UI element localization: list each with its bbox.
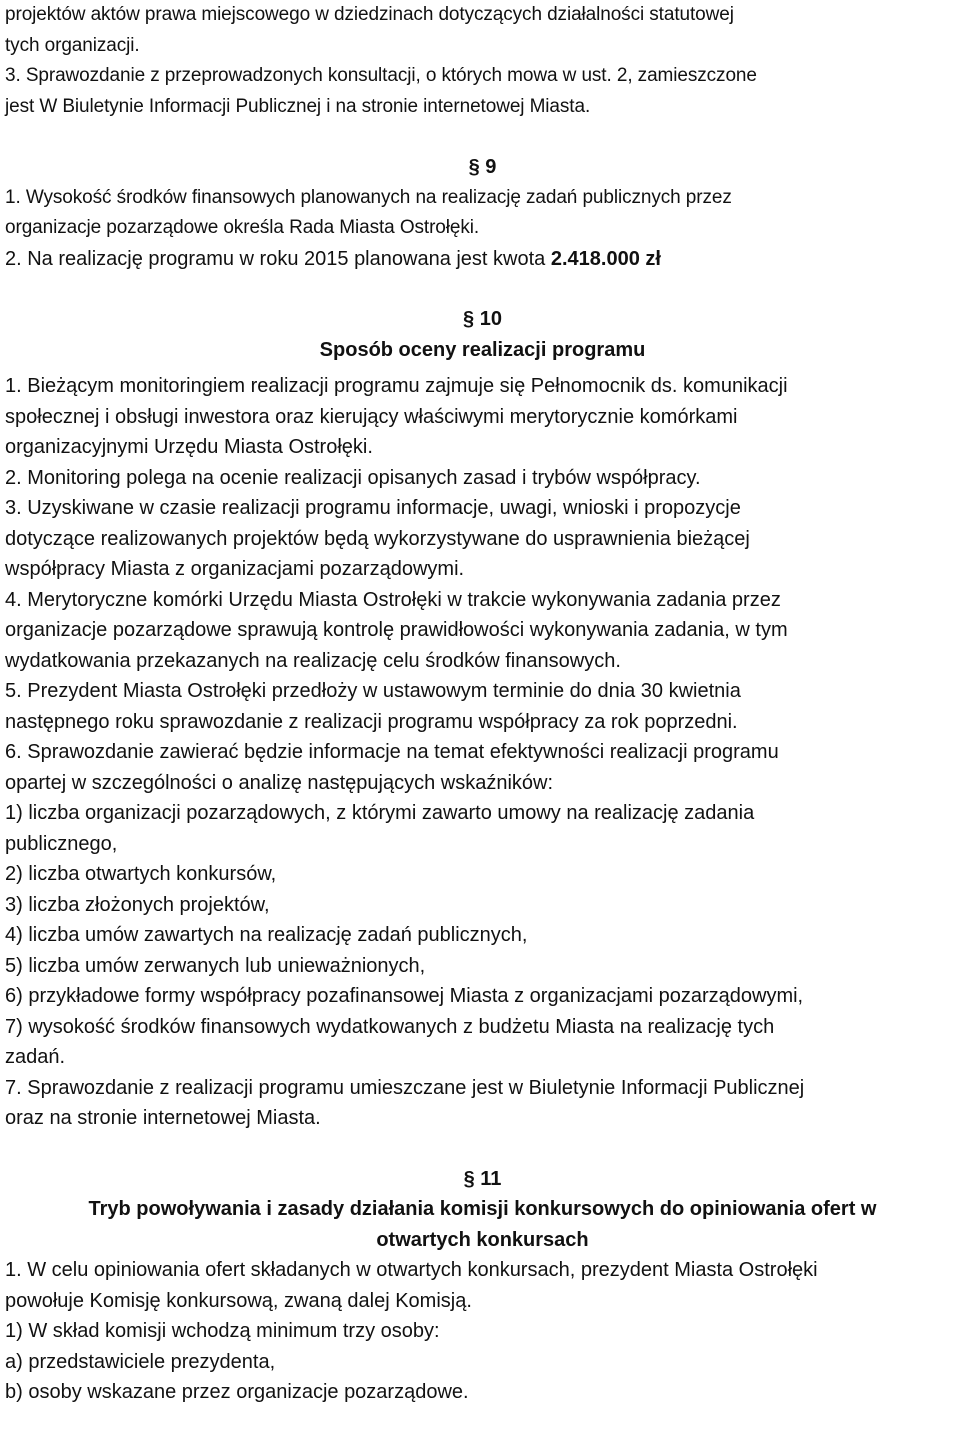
- body-line: organizacje pozarządowe sprawują kontrolę prawidłowości wykonywania zadania, w tym: [5, 619, 788, 641]
- body-line: 5. Prezydent Miasta Ostrołęki przedłoży w ustawowym terminie do dnia 30 kwietnia: [5, 680, 741, 702]
- section-9-line: 1. Wysokość środków finansowych planowanych na realizację zadań publicznych przez: [5, 186, 732, 208]
- section-9-line: organizacje pozarządowe określa Rada Miasta Ostrołęki.: [5, 217, 480, 238]
- amount-prefix: 2. Na realizację programu w roku 2015 planowana jest kwota: [5, 247, 551, 270]
- body-line: 1) W skład komisji wchodzą minimum trzy osoby:: [5, 1320, 440, 1342]
- section-10-heading: § 10: [463, 308, 502, 330]
- body-line: 4) liczba umów zawartych na realizację zadań publicznych,: [5, 924, 528, 946]
- section-11-title: Tryb powoływania i zasady działania komisji konkursowych do opiniowania ofert w: [88, 1198, 877, 1220]
- intro-line: tych organizacji.: [5, 34, 140, 56]
- body-line: 1. W celu opiniowania ofert składanych w otwartych konkursach, prezydent Miasta Ostrołęki: [5, 1259, 818, 1281]
- body-line: 2) liczba otwartych konkursów,: [5, 863, 277, 885]
- body-line: 4. Merytoryczne komórki Urzędu Miasta Ostrołęki w trakcie wykonywania zadania przez: [5, 588, 781, 611]
- body-line: 2. Monitoring polega na ocenie realizacji opisanych zasad i trybów współpracy.: [5, 466, 701, 489]
- body-line: współpracy Miasta z organizacjami pozarządowymi.: [5, 558, 465, 580]
- section-9-amount-line: [5, 244, 960, 275]
- body-line: 3) liczba złożonych projektów,: [5, 893, 270, 916]
- body-line: dotyczące realizowanych projektów będą wykorzystywane do usprawnienia bieżącej: [5, 527, 750, 550]
- body-line: 3. Uzyskiwane w czasie realizacji programu informacje, uwagi, wnioski i propozycje: [5, 497, 741, 519]
- section-9-heading: § 9: [468, 156, 497, 178]
- section-10-body: [5, 371, 960, 1134]
- intro-line: jest W Biuletynie Informacji Publicznej i na stronie internetowej Miasta.: [5, 95, 591, 117]
- section-11-title: otwartych konkursach: [376, 1228, 589, 1251]
- body-line: 7. Sprawozdanie z realizacji programu umieszczane jest w Biuletynie Informacji Publicznej: [5, 1076, 805, 1099]
- section-gap: [5, 1134, 960, 1164]
- body-line: 6. Sprawozdanie zawierać będzie informacje na temat efektywności realizacji programu: [5, 741, 779, 763]
- body-line: następnego roku sprawozdanie z realizacji programu współpracy za rok poprzedni.: [5, 710, 738, 733]
- intro-line: 3. Sprawozdanie z przeprowadzonych konsultacji, o których mowa w ust. 2, zamieszczone: [5, 65, 757, 86]
- section-10-title: Sposób oceny realizacji programu: [319, 338, 646, 361]
- body-line: 1. Bieżącym monitoringiem realizacji programu zajmuje się Pełnomocnik ds. komunikacji: [5, 375, 788, 397]
- body-line: wydatkowania przekazanych na realizację celu środków finansowych.: [5, 649, 621, 672]
- body-line: b) osoby wskazane przez organizacje pozarządowe.: [5, 1381, 469, 1403]
- body-line: oraz na stronie internetowej Miasta.: [5, 1107, 321, 1129]
- body-line: 1) liczba organizacji pozarządowych, z którymi zawarto umowy na realizację zadania: [5, 802, 755, 824]
- body-line: powołuje Komisję konkursową, zwaną dalej Komisją.: [5, 1289, 472, 1312]
- body-line: społecznej i obsługi inwestora oraz kierujący właściwymi merytorycznie komórkami: [5, 405, 738, 428]
- body-line: zadań.: [5, 1046, 66, 1068]
- intro-line: projektów aktów prawa miejscowego w dziedzinach dotyczących działalności statutowej: [5, 4, 734, 25]
- amount-value: 2.418.000 zł: [550, 247, 661, 270]
- body-line: organizacyjnymi Urzędu Miasta Ostrołęki.: [5, 436, 373, 458]
- body-line: opartej w szczególności o analizę następujących wskaźników:: [5, 771, 554, 794]
- section-11-heading: § 11: [463, 1167, 502, 1190]
- body-line: 6) przykładowe formy współpracy pozafinansowej Miasta z organizacjami pozarządowymi,: [5, 985, 804, 1007]
- section-gap: [5, 274, 960, 304]
- body-line: a) przedstawiciele prezydenta,: [5, 1350, 276, 1373]
- section-gap: [5, 122, 960, 152]
- body-line: publicznego,: [5, 832, 118, 855]
- body-line: 5) liczba umów zerwanych lub unieważnionych,: [5, 954, 426, 977]
- body-line: 7) wysokość środków finansowych wydatkowanych z budżetu Miasta na realizację tych: [5, 1015, 775, 1038]
